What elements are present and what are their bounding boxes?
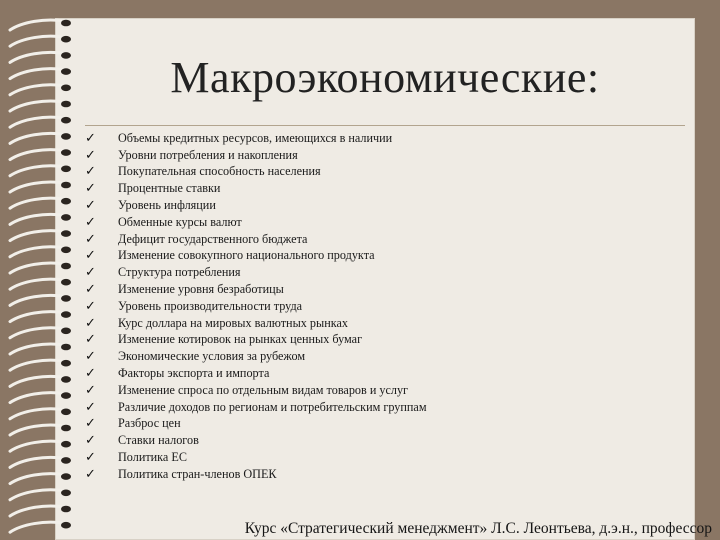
checkmark-icon: ✓	[85, 181, 96, 197]
checkmark-icon: ✓	[85, 214, 96, 230]
list-item	[85, 416, 675, 433]
checkmark-icon: ✓	[85, 382, 96, 398]
list-item	[85, 231, 675, 248]
checkmark-icon: ✓	[85, 332, 96, 348]
list-item	[85, 298, 675, 315]
list-item	[85, 399, 675, 416]
list-item-text: Процентные ставки	[118, 181, 221, 196]
list-item	[85, 466, 675, 483]
list-item	[85, 315, 675, 332]
checkmark-icon: ✓	[85, 164, 96, 180]
list-item-text: Изменение котировок на рынках ценных бумаг	[118, 332, 363, 347]
list-item-text: Курс доллара на мировых валютных рынках	[118, 315, 348, 330]
list-item-text: Изменение спроса по отдельным видам товаров и услуг	[118, 382, 409, 397]
list-item	[85, 197, 675, 214]
list-item-text: Структура потребления	[118, 265, 241, 280]
list-item-text: Изменение уровня безработицы	[118, 282, 284, 297]
list-item	[85, 449, 675, 466]
checkmark-icon: ✓	[85, 450, 96, 466]
list-item-text: Политика ЕС	[118, 450, 187, 465]
checkmark-icon: ✓	[85, 315, 96, 331]
checkmark-icon: ✓	[85, 433, 96, 449]
list-item-text: Политика стран-членов ОПЕК	[118, 466, 277, 481]
spiral-binding-icon	[0, 0, 80, 540]
list-item	[85, 248, 675, 265]
slide-title: Макроэкономические:	[170, 53, 600, 102]
list-item-text: Разброс цен	[118, 416, 181, 431]
list-item	[85, 164, 675, 181]
checkmark-icon: ✓	[85, 466, 96, 482]
checkmark-icon: ✓	[85, 399, 96, 415]
checkmark-icon: ✓	[85, 366, 96, 382]
checkmark-icon: ✓	[85, 282, 96, 298]
list-item-text: Изменение совокупного национального продукта	[118, 248, 375, 263]
list-item	[85, 432, 675, 449]
list-item	[85, 332, 675, 349]
list-item	[85, 348, 675, 365]
checkmark-icon: ✓	[85, 231, 96, 247]
list-item-text: Уровень инфляции	[118, 198, 216, 213]
list-item-text: Обменные курсы валют	[118, 214, 242, 229]
list-item-text: Экономические условия за рубежом	[118, 349, 306, 364]
checkmark-icon: ✓	[85, 130, 96, 146]
list-item-text: Уровни потребления и накопления	[118, 147, 298, 162]
checkmark-icon: ✓	[85, 298, 96, 314]
checkmark-icon: ✓	[85, 349, 96, 365]
list-item-text: Уровень производительности труда	[118, 298, 303, 313]
title-divider	[85, 125, 685, 126]
checkmark-icon: ✓	[85, 416, 96, 432]
list-item-text: Ставки налогов	[118, 433, 199, 448]
list-item	[85, 281, 675, 298]
list-item	[85, 365, 675, 382]
list-item	[85, 382, 675, 399]
list-item-text: Дефицит государственного бюджета	[118, 231, 308, 246]
list-item	[85, 130, 675, 147]
list-item	[85, 180, 675, 197]
checkmark-icon: ✓	[85, 248, 96, 264]
list-item	[85, 214, 675, 231]
list-item	[85, 147, 675, 164]
checkmark-icon: ✓	[85, 198, 96, 214]
list-item-text: Объемы кредитных ресурсов, имеющихся в наличии	[118, 130, 393, 145]
list-item-text: Факторы экспорта и импорта	[118, 366, 270, 381]
checkmark-icon: ✓	[85, 265, 96, 281]
list-item-text: Различие доходов по регионам и потребительским группам	[118, 399, 427, 414]
list-item	[85, 264, 675, 281]
slide-footer: Курс «Стратегический менеджмент» Л.С. Леонтьева, д.э.н., профессор	[244, 520, 712, 537]
list-item-text: Покупательная способность населения	[118, 164, 321, 179]
checkmark-icon: ✓	[85, 147, 96, 163]
factor-list	[85, 130, 675, 483]
